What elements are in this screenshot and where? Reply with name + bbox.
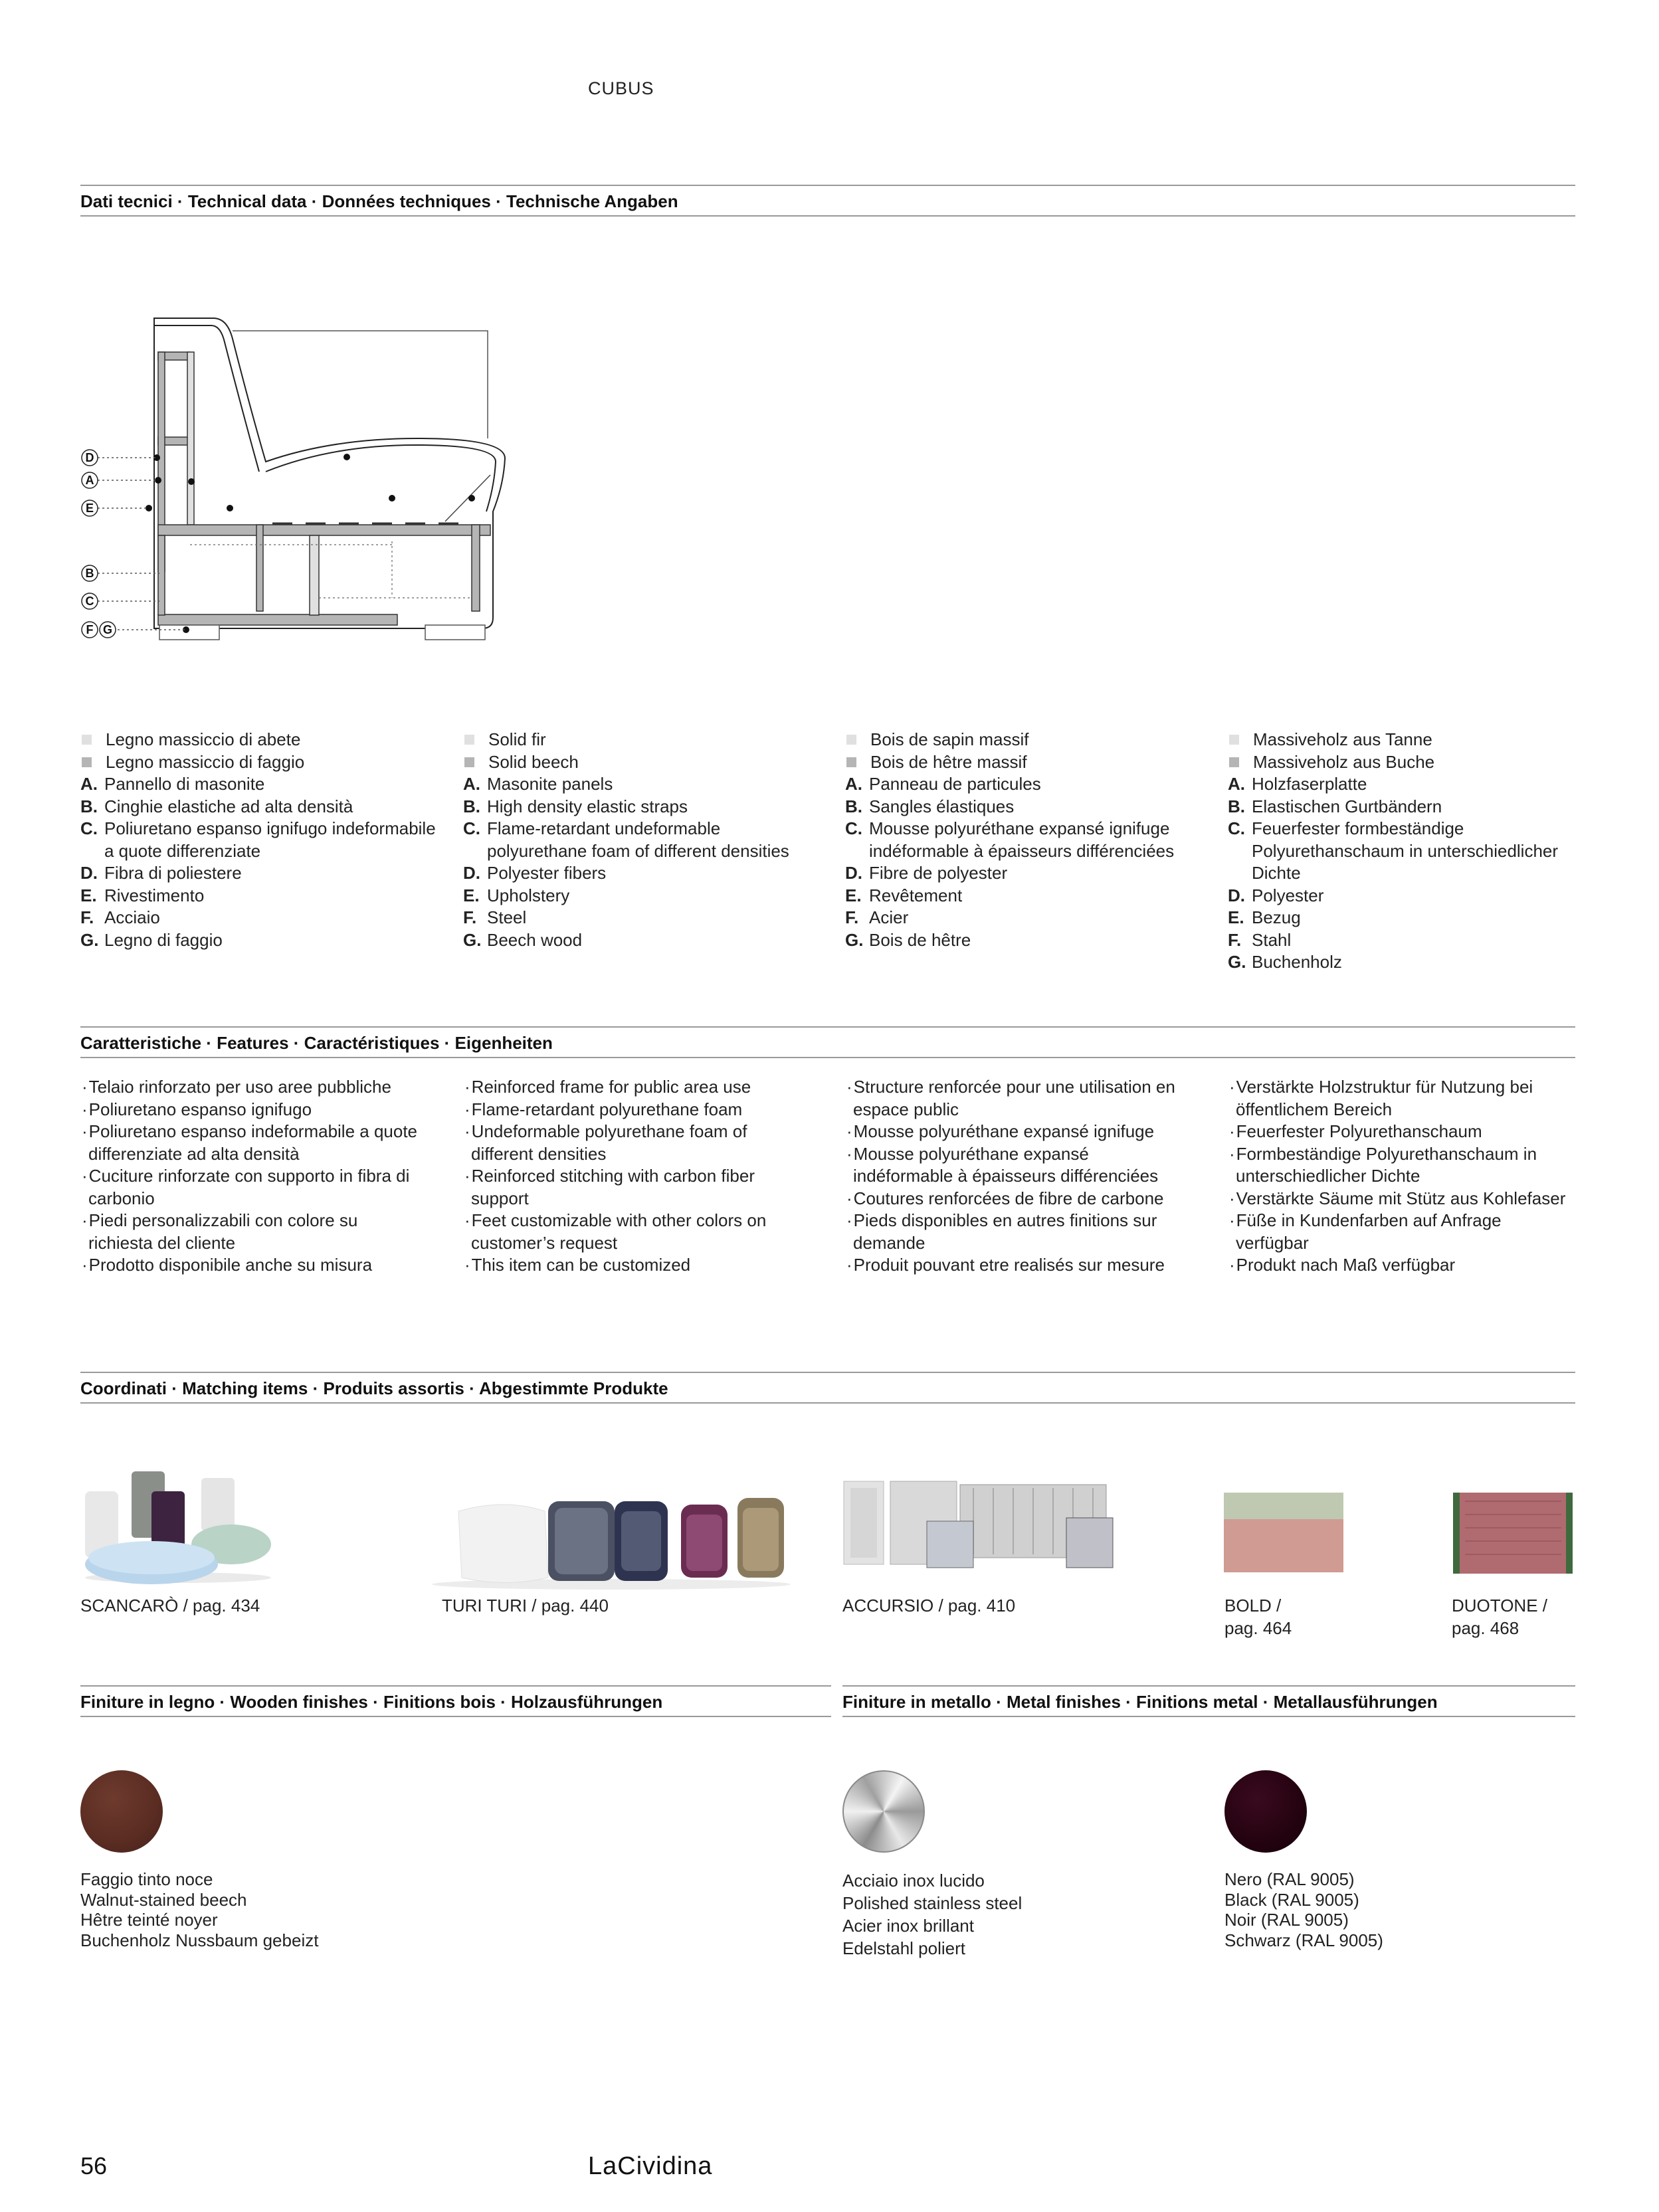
feature-column (463, 1076, 809, 1277)
diagram-label: G (102, 623, 113, 636)
feature-item: · This item can be customized (463, 1254, 809, 1277)
brand-name: LaCividina (588, 2152, 713, 2180)
legend-text: Fibre de polyester (869, 863, 1008, 883)
legend-text: Solid beech (488, 751, 579, 772)
legend-material-row (80, 751, 439, 774)
finish-line: Black (RAL 9005) (1224, 1889, 1359, 1910)
feature-item: · Telaio rinforzato per uso aree pubbliche (80, 1076, 426, 1099)
legend-column (1228, 729, 1587, 974)
section-title-matching: Coordinati · Matching items · Produits assortis · Abgestimmte Produkte (80, 1372, 1575, 1404)
section-title-metal-finishes: Finiture in metallo · Metal finishes · Finitions metal · Metallausführungen (842, 1685, 1575, 1717)
legend-item-row (80, 907, 439, 929)
feature-item: · Cuciture rinforzate con supporto in fibra di carbonio (80, 1165, 426, 1210)
legend-item-row (845, 818, 1204, 862)
legend-column (845, 729, 1204, 951)
bold-thumbnail[interactable] (1222, 1491, 1349, 1578)
legend-material-row (1228, 729, 1587, 751)
swatch-black-ral-9005[interactable] (1224, 1770, 1307, 1853)
legend-key: E. (845, 885, 862, 905)
finish-line: Acier inox brillant (842, 1916, 974, 1936)
feature-item: · Poliuretano espanso indeformabile a quote differenziate ad alta densità (80, 1121, 426, 1165)
legend-text: Bois de hêtre massif (870, 751, 1027, 772)
feature-column (1228, 1076, 1573, 1277)
legend-item-row (80, 818, 439, 862)
legend-text: Cinghie elastiche ad alta densità (104, 796, 353, 816)
legend-square-icon (82, 757, 92, 767)
legend-item-row (463, 796, 822, 818)
legend-text: Sangles élastiques (869, 796, 1015, 816)
legend-item-row (845, 907, 1204, 929)
legend-text: Poliuretano espanso ignifugo indeformabile a quote differenziate (104, 818, 436, 861)
legend-text: Legno massiccio di faggio (106, 751, 305, 772)
legend-key: E. (1228, 907, 1244, 927)
legend-key: D. (1228, 885, 1245, 905)
legend-item-row (80, 929, 439, 952)
diagram-label: B (85, 567, 94, 580)
legend-text: Fibra di poliestere (104, 863, 242, 883)
legend-square-icon (1229, 757, 1239, 767)
diagram-label: F (86, 623, 94, 636)
legend-material-row (463, 751, 822, 774)
legend-text: Polyester fibers (487, 863, 607, 883)
legend-key: G. (845, 929, 864, 950)
legend-text: Panneau de particules (869, 774, 1041, 794)
legend-item-row (1228, 929, 1587, 952)
feature-item: · Verstärkte Holzstruktur für Nutzung bei öffentlichem Bereich (1228, 1076, 1573, 1121)
legend-key: C. (1228, 818, 1245, 838)
legend-text: Massiveholz aus Tanne (1253, 729, 1432, 749)
legend-item-row (80, 885, 439, 907)
feature-item: · Coutures renforcées de fibre de carbone (845, 1188, 1191, 1210)
finish-line: Polished stainless steel (842, 1893, 1023, 1913)
legend-key: B. (80, 796, 98, 816)
legend-key: B. (1228, 796, 1245, 816)
feature-item: · Füße in Kundenfarben auf Anfrage verfügbar (1228, 1210, 1573, 1254)
scancaro-thumbnail[interactable] (78, 1465, 278, 1584)
legend-material-row (80, 729, 439, 751)
legend-material-row (845, 729, 1204, 751)
legend-key: F. (80, 907, 94, 927)
legend-text: Rivestimento (104, 885, 205, 905)
legend-square-icon (82, 735, 92, 745)
product-caption-duotone-line1: DUOTONE / (1452, 1596, 1547, 1615)
finish-label-steel (842, 1869, 1022, 1960)
legend-item-row (1228, 885, 1587, 907)
section-title-features: Caratteristiche · Features · Caractéristiques · Eigenheiten (80, 1026, 1575, 1058)
legend-text: Mousse polyuréthane expansé ignifuge indéformable à épaisseurs différenciées (869, 818, 1175, 861)
legend-key: G. (80, 929, 99, 950)
section-title-technical: Dati tecnici · Technical data · Données techniques · Technische Angaben (80, 185, 1575, 217)
legend-item-row (80, 796, 439, 818)
feature-item: · Feuerfester Polyurethanschaum (1228, 1121, 1573, 1143)
product-name: CUBUS (588, 78, 654, 98)
feature-item: · Structure renforcée pour une utilisation en espace public (845, 1076, 1191, 1121)
turi-turi-thumbnail[interactable] (425, 1478, 797, 1591)
feature-item: · Feet customizable with other colors on customer’s request (463, 1210, 809, 1254)
diagram-label: D (85, 451, 94, 464)
legend-key: A. (1228, 774, 1245, 794)
product-caption-bold-line2: pag. 464 (1224, 1618, 1292, 1638)
finish-line: Faggio tinto noce (80, 1869, 213, 1889)
legend-item-row (463, 818, 822, 862)
section-title-wood-finishes: Finiture in legno · Wooden finishes · Finitions bois · Holzausführungen (80, 1685, 831, 1717)
legend-text: Solid fir (488, 729, 546, 749)
legend-item-row (80, 773, 439, 796)
legend-square-icon (846, 757, 856, 767)
feature-item: · Reinforced frame for public area use (463, 1076, 809, 1099)
legend-text: Elastischen Gurtbändern (1252, 796, 1442, 816)
legend-item-row (1228, 951, 1587, 974)
legend-square-icon (1229, 735, 1239, 745)
legend-text: Bezug (1252, 907, 1301, 927)
legend-item-row (845, 862, 1204, 885)
legend-text: Buchenholz (1252, 952, 1342, 972)
feature-item: · Formbeständige Polyurethanschaum in unterschiedlicher Dichte (1228, 1143, 1573, 1188)
legend-material-row (463, 729, 822, 751)
product-caption-duotone[interactable] (1452, 1594, 1547, 1639)
finish-line: Schwarz (RAL 9005) (1224, 1930, 1383, 1950)
product-caption-scancaro[interactable]: SCANCARÒ / pag. 434 (80, 1596, 260, 1615)
legend-text: Steel (487, 907, 527, 927)
legend-item-row (463, 862, 822, 885)
diagram-label: A (85, 474, 94, 487)
legend-text: Legno di faggio (104, 929, 223, 950)
legend-text: Stahl (1252, 929, 1292, 950)
legend-key: D. (80, 863, 98, 883)
legend-text: Flame-retardant undeformable polyurethane foam of different densities (487, 818, 789, 861)
legend-text: High density elastic straps (487, 796, 688, 816)
finish-line: Nero (RAL 9005) (1224, 1869, 1355, 1889)
legend-item-row (845, 796, 1204, 818)
legend-item-row (463, 929, 822, 952)
legend-text: Acciaio (104, 907, 160, 927)
product-caption-accursio[interactable]: ACCURSIO / pag. 410 (842, 1596, 1016, 1615)
legend-material-row (1228, 751, 1587, 774)
legend-text: Bois de hêtre (869, 929, 971, 950)
legend-key: E. (463, 885, 480, 905)
accursio-thumbnail[interactable] (840, 1475, 1120, 1574)
legend-text: Masonite panels (487, 774, 613, 794)
legend-key: G. (1228, 952, 1246, 972)
feature-item: · Mousse polyuréthane expansé indéformable à épaisseurs différenciées (845, 1143, 1191, 1188)
legend-key: C. (80, 818, 98, 838)
legend-text: Legno massiccio di abete (106, 729, 301, 749)
legend-key: E. (80, 885, 97, 905)
page-number: 56 (80, 2152, 108, 2179)
product-caption-bold-line1: BOLD / (1224, 1596, 1282, 1615)
feature-item: · Produit pouvant etre realisés sur mesure (845, 1254, 1191, 1277)
legend-key: B. (845, 796, 862, 816)
legend-key: A. (845, 774, 862, 794)
diagram-label: E (85, 502, 94, 515)
cross-section-diagram (73, 312, 512, 651)
feature-item: · Pieds disponibles en autres finitions sur demande (845, 1210, 1191, 1254)
feature-item: · Verstärkte Säume mit Stütz aus Kohlefaser (1228, 1188, 1573, 1210)
legend-key: A. (463, 774, 480, 794)
feature-item: · Mousse polyuréthane expansé ignifuge (845, 1121, 1191, 1143)
finish-line: Edelstahl poliert (842, 1938, 965, 1958)
legend-square-icon (464, 757, 474, 767)
legend-key: F. (845, 907, 859, 927)
feature-item: · Flame-retardant polyurethane foam (463, 1099, 809, 1121)
feature-item: · Produkt nach Maß verfügbar (1228, 1254, 1573, 1277)
legend-text: Acier (869, 907, 909, 927)
feature-item: · Poliuretano espanso ignifugo (80, 1099, 426, 1121)
finish-line: Walnut-stained beech (80, 1889, 247, 1910)
legend-column (80, 729, 439, 951)
swatch-polished-stainless-steel[interactable] (842, 1770, 925, 1853)
legend-text: Polyester (1252, 885, 1324, 905)
legend-item-row (1228, 773, 1587, 796)
swatch-walnut-stained-beech[interactable] (80, 1770, 163, 1853)
legend-key: C. (463, 818, 480, 838)
feature-column (845, 1076, 1191, 1277)
finish-line: Acciaio inox lucido (842, 1871, 985, 1890)
legend-item-row (1228, 796, 1587, 818)
legend-item-row (463, 773, 822, 796)
legend-text: Holzfaserplatte (1252, 774, 1367, 794)
legend-item-row (1228, 818, 1587, 885)
legend-text: Massiveholz aus Buche (1253, 751, 1435, 772)
legend-item-row (845, 929, 1204, 952)
feature-column (80, 1076, 426, 1277)
finish-label-black (1224, 1869, 1383, 1950)
legend-text: Bois de sapin massif (870, 729, 1029, 749)
product-caption-duotone-line2: pag. 468 (1452, 1618, 1519, 1638)
legend-item-row (80, 862, 439, 885)
legend-text: Pannello di masonite (104, 774, 265, 794)
legend-key: D. (463, 863, 480, 883)
feature-item: · Undeformable polyurethane foam of different densities (463, 1121, 809, 1165)
finish-line: Hêtre teinté noyer (80, 1910, 218, 1930)
legend-key: A. (80, 774, 98, 794)
legend-item-row (845, 773, 1204, 796)
legend-item-row (845, 885, 1204, 907)
legend-key: D. (845, 863, 862, 883)
legend-item-row (463, 885, 822, 907)
legend-key: G. (463, 929, 482, 950)
legend-key: C. (845, 818, 862, 838)
feature-item: · Prodotto disponibile anche su misura (80, 1254, 426, 1277)
legend-text: Feuerfester formbeständige Polyurethanschaum in unterschiedlicher Dichte (1252, 818, 1559, 883)
legend-text: Beech wood (487, 929, 583, 950)
finish-label-wood (80, 1869, 318, 1950)
legend-text: Revêtement (869, 885, 963, 905)
legend-square-icon (464, 735, 474, 745)
finish-line: Buchenholz Nussbaum gebeizt (80, 1930, 319, 1950)
legend-text: Upholstery (487, 885, 570, 905)
legend-column (463, 729, 822, 951)
legend-item-row (463, 907, 822, 929)
legend-key: F. (463, 907, 477, 927)
duotone-thumbnail[interactable] (1452, 1491, 1578, 1578)
legend-key: F. (1228, 929, 1242, 950)
feature-item: · Piedi personalizzabili con colore su richiesta del cliente (80, 1210, 426, 1254)
diagram-label: C (85, 595, 94, 608)
product-caption-bold[interactable] (1224, 1594, 1292, 1639)
finish-line: Noir (RAL 9005) (1224, 1910, 1349, 1930)
product-caption-turi-turi[interactable]: TURI TURI / pag. 440 (442, 1596, 609, 1615)
legend-key: B. (463, 796, 480, 816)
legend-item-row (1228, 907, 1587, 929)
legend-square-icon (846, 735, 856, 745)
legend-material-row (845, 751, 1204, 774)
feature-item: · Reinforced stitching with carbon fiber support (463, 1165, 809, 1210)
